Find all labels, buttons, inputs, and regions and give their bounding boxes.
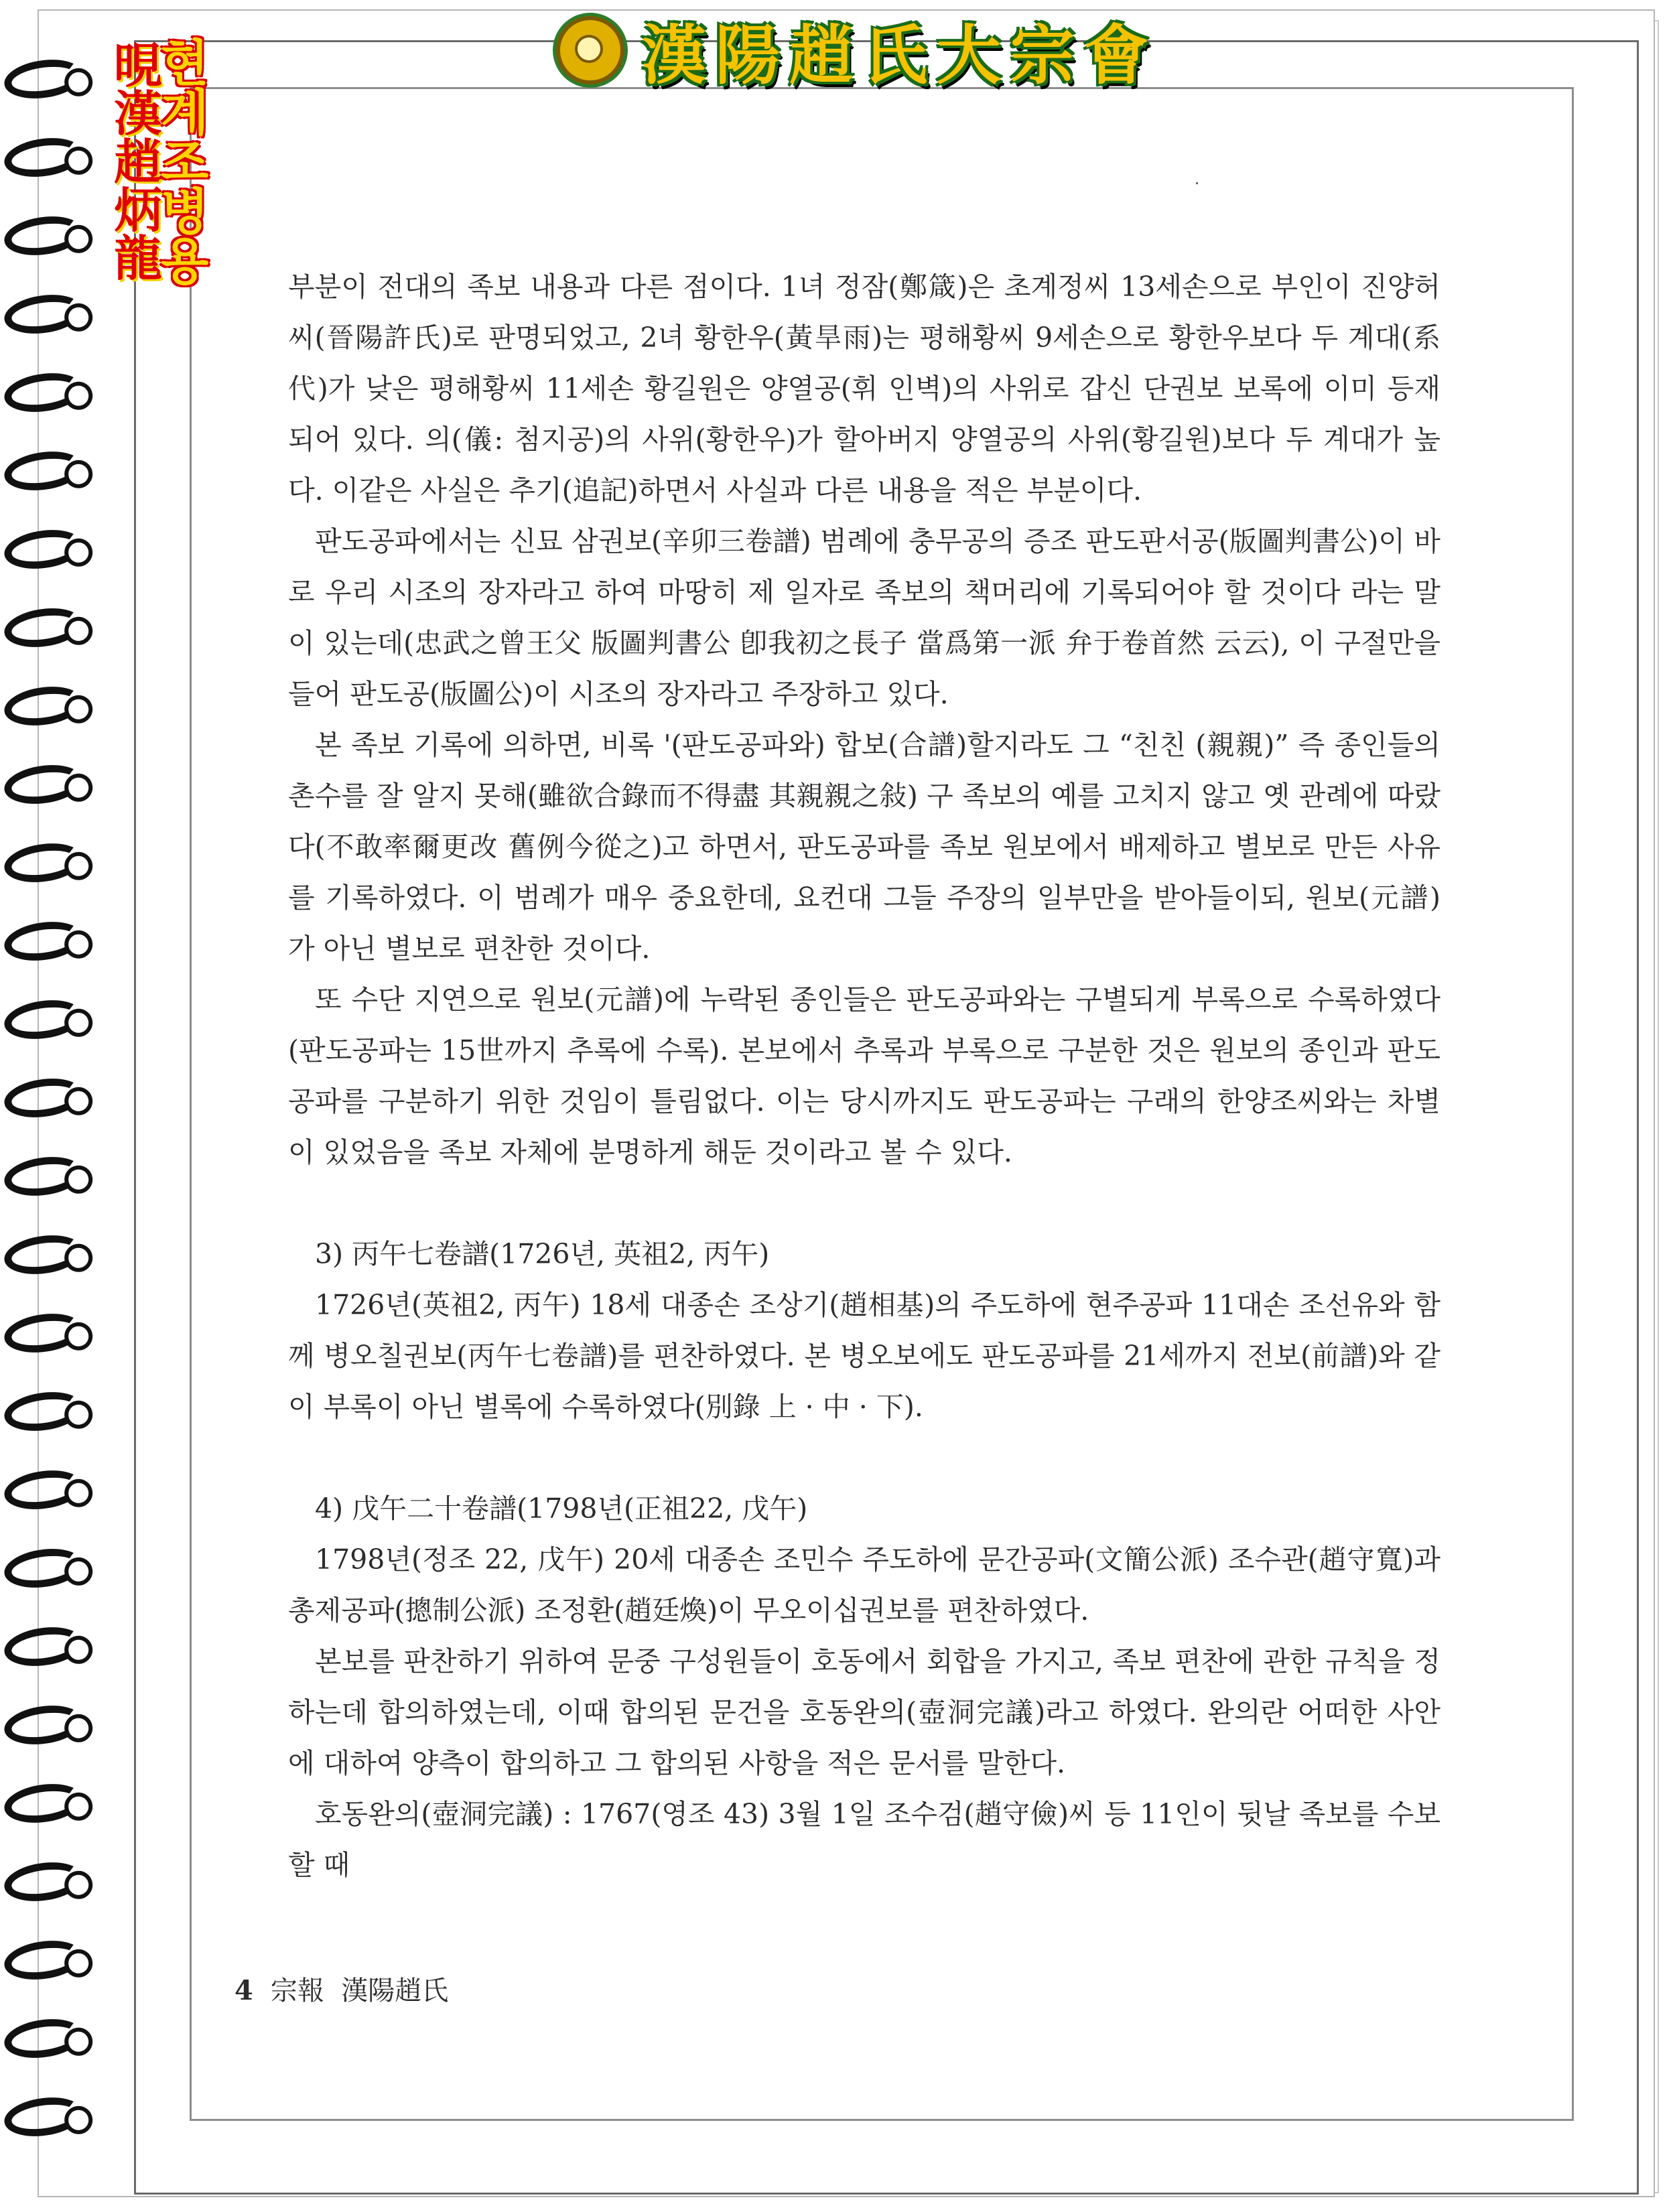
binding-ring: [2, 1074, 86, 1122]
binding-ring: [2, 839, 86, 887]
body-paragraph: 또 수단 지연으로 원보(元譜)에 누락된 종인들은 판도공파와는 구별되게 부록으로 수록하였다(판도공파는 15世까지 추록에 수록). 본보에서 추록과 부록으로 구분한 것은 원보의 종인과 판도공파를 구분하기 위한 것임이 틀림없다. 이는 당시까지도 판도공파는 구래의 한양조씨와는 차별이 있었음을 족보 자체에 분명하게 해둔 것이라고 볼 수 있다.: [288, 983, 1440, 1168]
logo-char: 炳: [114, 182, 163, 238]
logo-char: 龍: [114, 230, 163, 287]
speck: [1196, 182, 1198, 184]
binding-ring: [2, 525, 86, 573]
binding-ring: [2, 290, 86, 338]
binding-ring: [2, 760, 86, 809]
logo-char: 조: [161, 134, 209, 192]
binding-ring: [2, 1936, 86, 1984]
binding-ring: [2, 1231, 86, 1279]
logo-char: 용: [161, 233, 209, 291]
binding-ring: [2, 1544, 86, 1592]
binding-ring: [2, 2093, 86, 2141]
logo-char: 趙: [114, 133, 163, 190]
logo-hanja-column: [114, 37, 163, 287]
body-paragraph: 본 족보 기록에 의하면, 비록 '(판도공파와) 합보(合譜)할지라도 그 “친친 (親親)” 즉 종인들의 촌수를 잘 알지 못해(雖欲合錄而不得盡 其親親之敍) 구 족보의 예를 고치지 않고 옛 관례에 따랐다(不敢率爾更改 舊例今從之)고 하면서, 판도공파를 족보 원보에서 배제하고 별보로 만든 사유를 기록하였다. 이 범례가 매우 중요한데, 요컨대 그들 주장의 일부만을 받아들이되, 원보(元譜)가 아닌 별보로 편찬한 것이다.: [288, 729, 1440, 965]
binding-ring: [2, 1858, 86, 1906]
binding-ring: [2, 917, 86, 965]
binding-ring: [2, 1309, 86, 1357]
header: [556, 7, 1158, 94]
logo-char: 현: [161, 35, 209, 92]
name-logo: [94, 33, 231, 291]
spacer: [288, 1178, 1440, 1229]
body-paragraph: 호동완의(壺洞完議) : 1767(영조 43) 3월 1일 조수검(趙守儉)씨 등 11인이 뒷날 족보를 수보할 때: [288, 1798, 1440, 1881]
body-paragraph: 본보를 판찬하기 위하여 문중 구성원들이 호동에서 회합을 가지고, 족보 편찬에 관한 규칙을 정하는데 합의하였는데, 이때 합의된 문건을 호동완의(壺洞完議)라고 하였다. 완의란 어떠한 사안에 대하여 양측이 합의하고 그 합의된 사항을 적은 문서를 말한다.: [288, 1645, 1440, 1779]
binding-ring: [2, 368, 86, 417]
binding-ring: [2, 1779, 86, 1827]
binding-ring: [2, 133, 86, 182]
binding-ring: [2, 212, 86, 260]
binding-ring: [2, 2014, 86, 2063]
logo-char: 漢: [114, 85, 163, 142]
binding-ring: [2, 1466, 86, 1514]
logo-char: 계: [161, 84, 209, 142]
binding-ring: [2, 1387, 86, 1436]
spiral-binding: [0, 60, 100, 2204]
binding-ring: [2, 447, 86, 495]
binding-ring: [2, 995, 86, 1044]
logo-char: 병: [161, 184, 209, 241]
binding-ring: [2, 1152, 86, 1200]
section-heading: 3) 丙午七卷譜(1726년, 英祖2, 丙午): [315, 1238, 770, 1270]
binding-ring: [2, 55, 86, 103]
body-paragraph: 1798년(정조 22, 戊午) 20세 대종손 조민수 주도하에 문간공파(文簡公派) 조수관(趙守寬)과 총제공파(摠制公派) 조정환(趙廷煥)이 무오이십권보를 편찬하였다.: [288, 1543, 1440, 1627]
logo-hangul-column: [161, 35, 209, 291]
body-paragraph: 판도공파에서는 신묘 삼권보(辛卯三卷譜) 범례에 충무공의 증조 판도판서공(版圖判書公)이 바로 우리 시조의 장자라고 하여 마땅히 제 일자로 족보의 책머리에 기록되어야 할 것이다 라는 말이 있는데(忠武之曾王父 版圖判書公 卽我初之長子 當爲第一派 弁于卷首然 云云), 이 구절만을 들어 판도공(版圖公)이 시조의 장자라고 주장하고 있다.: [288, 525, 1440, 710]
section-heading: 4) 戊午二十卷譜(1798년(正祖22, 戊午): [315, 1493, 808, 1525]
binding-ring: [2, 682, 86, 730]
binding-ring: [2, 604, 86, 652]
binding-ring: [2, 1622, 86, 1671]
page-footer: [234, 1969, 448, 2008]
publication-name: 宗報 漢陽趙氏: [270, 1976, 449, 2006]
binding-ring: [2, 1701, 86, 1749]
body-paragraph: 1726년(英祖2, 丙午) 18세 대종손 조상기(趙相基)의 주도하에 현주공파 11대손 조선유와 함께 병오칠권보(丙午七卷譜)를 편찬하였다. 본 병오보에도 판도공파를 21세까지 전보(前譜)와 같이 부록이 아닌 별록에 수록하였다(別錄 上 · 中 · 下).: [288, 1289, 1440, 1423]
family-crest-icon: [556, 16, 624, 84]
logo-char: 晛: [114, 37, 163, 94]
page-title: 漢陽趙氏大宗會: [642, 17, 1158, 93]
article-body: [288, 261, 1440, 1890]
spacer: [288, 1432, 1440, 1483]
body-paragraph: 부분이 전대의 족보 내용과 다른 점이다. 1녀 정잠(鄭箴)은 초계정씨 13세손으로 부인이 진양허씨(晉陽許氏)로 판명되었고, 2녀 황한우(黃旱雨)는 평해황씨 9세손으로 황한우보다 두 계대(系代)가 낮은 평해황씨 11세손 황길원은 양열공(휘 인벽)의 사위로 갑신 단권보 보록에 이미 등재되어 있다. 의(儀: 첨지공)의 사위(황한우)가 할아버지 양열공의 사위(황길원)보다 두 계대가 높다. 이같은 사실은 추기(追記)하면서 사실과 다른 내용을 적은 부분이다.: [288, 271, 1440, 506]
page-number: 4: [234, 1975, 253, 2006]
